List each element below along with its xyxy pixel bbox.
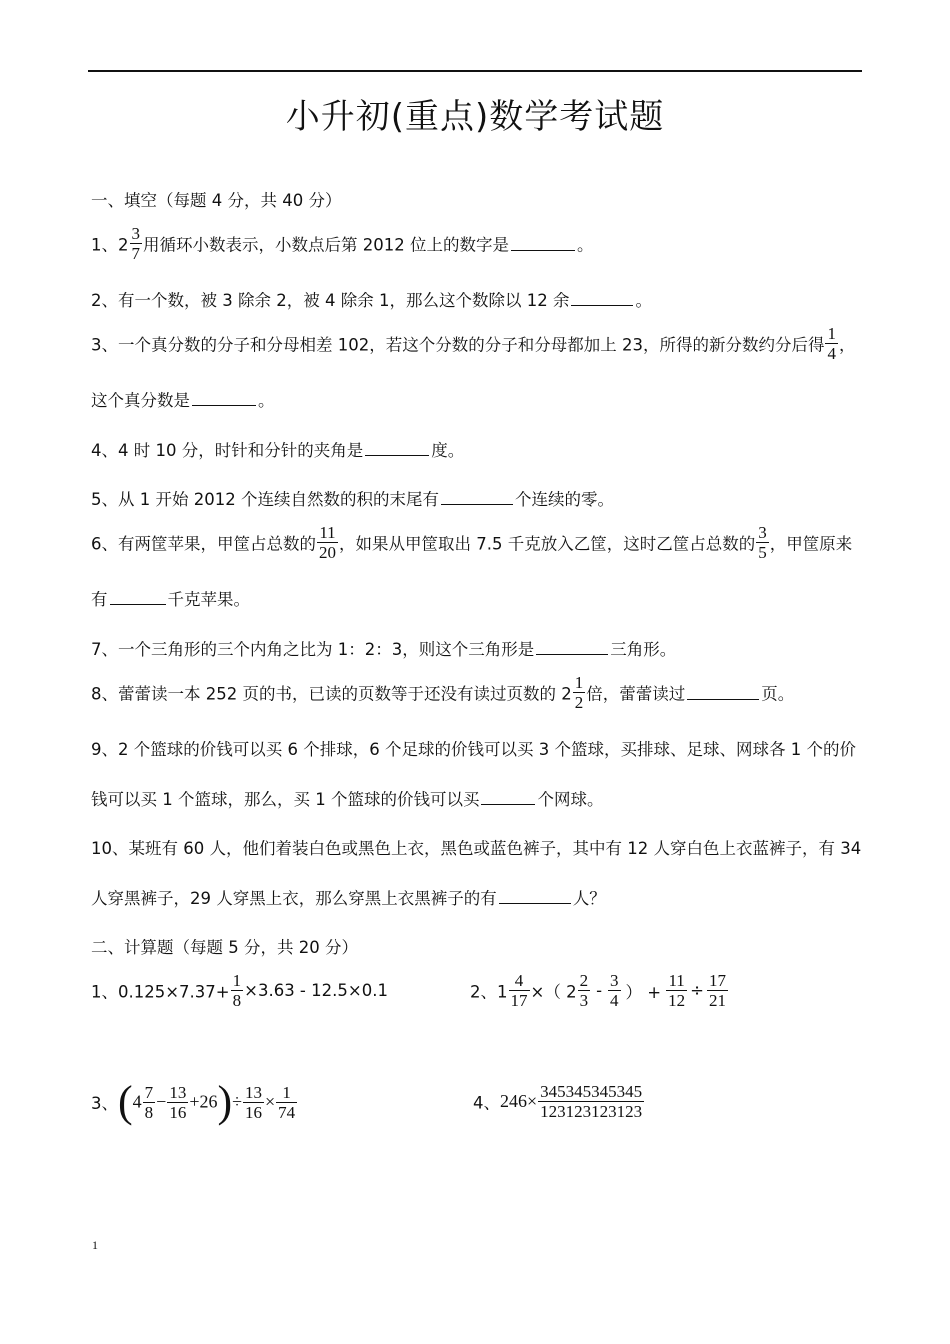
q7-answer-blank[interactable] (536, 640, 608, 655)
q1-fraction: $\frac{3}{7}$ (131, 224, 140, 263)
q8-answer-blank[interactable] (687, 685, 759, 700)
question-3: 3、一个真分数的分子和分母相差 102，若这个分数的分子和分母都加上 23，所得的新分数约分后得 $\frac{1}{4}$ ， (91, 324, 856, 363)
question-7: 7、一个三角形的三个内角之比为 1：2：3，则这个三角形是 三角形。 (91, 640, 677, 659)
question-8: 8、蕾蕾读一本 252 页的书，已读的页数等于还没有读过页数的 2 $\frac{1}{2}$ 倍，蕾蕾读过 页。 (91, 673, 795, 712)
question-5: 5、从 1 开始 2012 个连续自然数的积的末尾有 个连续的零。 (91, 490, 614, 509)
q6-fraction-2: $\frac{3}{5}$ (758, 523, 767, 562)
calc-3-fraction-1: $\frac{7}{8}$ (144, 1082, 154, 1122)
question-10-line-2: 人穿黑裤子，29 人穿黑上衣，那么穿黑上衣黑裤子的有 人？ (91, 889, 606, 908)
calc-1: 1、0.125×7.37+ $\frac{1}{8}$ ×3.63 - 12.5×0.1 (91, 971, 388, 1010)
question-4: 4、4 时 10 分，时针和分针的夹角是 度。 (91, 441, 465, 460)
question-6: 6、有两筐苹果，甲筐占总数的 $\frac{11}{20}$ ，如果从甲筐取出 7.5 千克放入乙筐，这时乙筐占总数的 $\frac{3}{5}$ ，甲筐原来 (91, 523, 853, 562)
calc-2-fraction-5: $\frac{17}{21}$ (708, 971, 726, 1010)
q2-answer-blank[interactable] (571, 291, 633, 306)
question-1: 1、2 $\frac{3}{7}$ 用循环小数表示，小数点后第 2012 位上的数字是 。 (91, 224, 594, 263)
calc-2-fraction-3: $\frac{3}{4}$ (610, 971, 619, 1010)
question-10: 10、某班有 60 人，他们着装白色或黑色上衣，黑色或蓝色裤子，其中有 12 人穿白色上衣蓝裤子，有 34 (91, 839, 862, 858)
calc-2-fraction-4: $\frac{11}{12}$ (668, 971, 686, 1010)
q9-answer-blank[interactable] (481, 790, 535, 805)
q3-fraction: $\frac{1}{4}$ (827, 324, 836, 363)
q10-answer-blank[interactable] (499, 889, 571, 904)
q1-text-2: 用循环小数表示，小数点后第 2012 位上的数字是 (143, 235, 509, 255)
calc-1-fraction: $\frac{1}{8}$ (232, 971, 242, 1010)
question-9: 9、2 个篮球的价钱可以买 6 个排球，6 个足球的价钱可以买 3 个篮球，买排球、足球、网球各 1 个的价 (91, 740, 856, 759)
question-3-line-2: 这个真分数是 。 (91, 391, 275, 410)
q3-answer-blank[interactable] (192, 391, 256, 406)
q1-text: 1、2 (91, 235, 129, 255)
calc-3: 3、(4 $\frac{7}{8}$ − $\frac{13}{16}$ +26)÷ $\frac{13}{16}$ × $\frac{1}{74}$ (91, 1077, 296, 1126)
calc-4: 4、246× $\frac{345345345345}{123123123123}$ (473, 1082, 643, 1121)
calc-2-fraction-2: $\frac{2}{3}$ (579, 971, 589, 1010)
calc-3-fraction-2: $\frac{13}{16}$ (169, 1082, 187, 1122)
q8-fraction: $\frac{1}{2}$ (574, 673, 584, 712)
q6-answer-blank[interactable] (110, 590, 166, 605)
page-title: 小升初(重点)数学考试题 (285, 97, 665, 137)
calc-4-fraction: $\frac{345345345345}{123123123123}$ (540, 1082, 643, 1121)
calc-3-fraction-4: $\frac{1}{74}$ (278, 1082, 296, 1122)
q4-answer-blank[interactable] (365, 441, 429, 456)
q6-fraction-1: $\frac{11}{20}$ (319, 523, 336, 562)
question-2: 2、有一个数，被 3 除余 2，被 4 除余 1，那么这个数除以 12 余 。 (91, 291, 652, 310)
question-9-line-2: 钱可以买 1 个篮球，那么，买 1 个篮球的价钱可以买 个网球。 (91, 790, 604, 809)
page-number: 1 (92, 1238, 98, 1252)
calc-3-close-paren: ) (217, 1077, 233, 1126)
calc-3-fraction-3: $\frac{13}{16}$ (245, 1082, 263, 1122)
q1-answer-blank[interactable] (511, 236, 575, 251)
section-calculation: 二、计算题（每题 5 分，共 20 分） (91, 938, 358, 957)
q5-answer-blank[interactable] (441, 490, 513, 505)
top-rule (88, 70, 862, 72)
question-6-line-2: 有 千克苹果。 (91, 590, 250, 609)
calc-2-fraction-1: $\frac{4}{17}$ (510, 971, 528, 1010)
section-fill-blanks: 一、填空（每题 4 分，共 40 分） (91, 191, 342, 210)
calc-2: 2、1 $\frac{4}{17}$ ×（ 2 $\frac{2}{3}$ - $\frac{3}{4}$ ） + $\frac{11}{12}$ ÷ $\frac{17}{21}$ (470, 971, 726, 1010)
calc-3-open-paren: ( (118, 1077, 133, 1126)
